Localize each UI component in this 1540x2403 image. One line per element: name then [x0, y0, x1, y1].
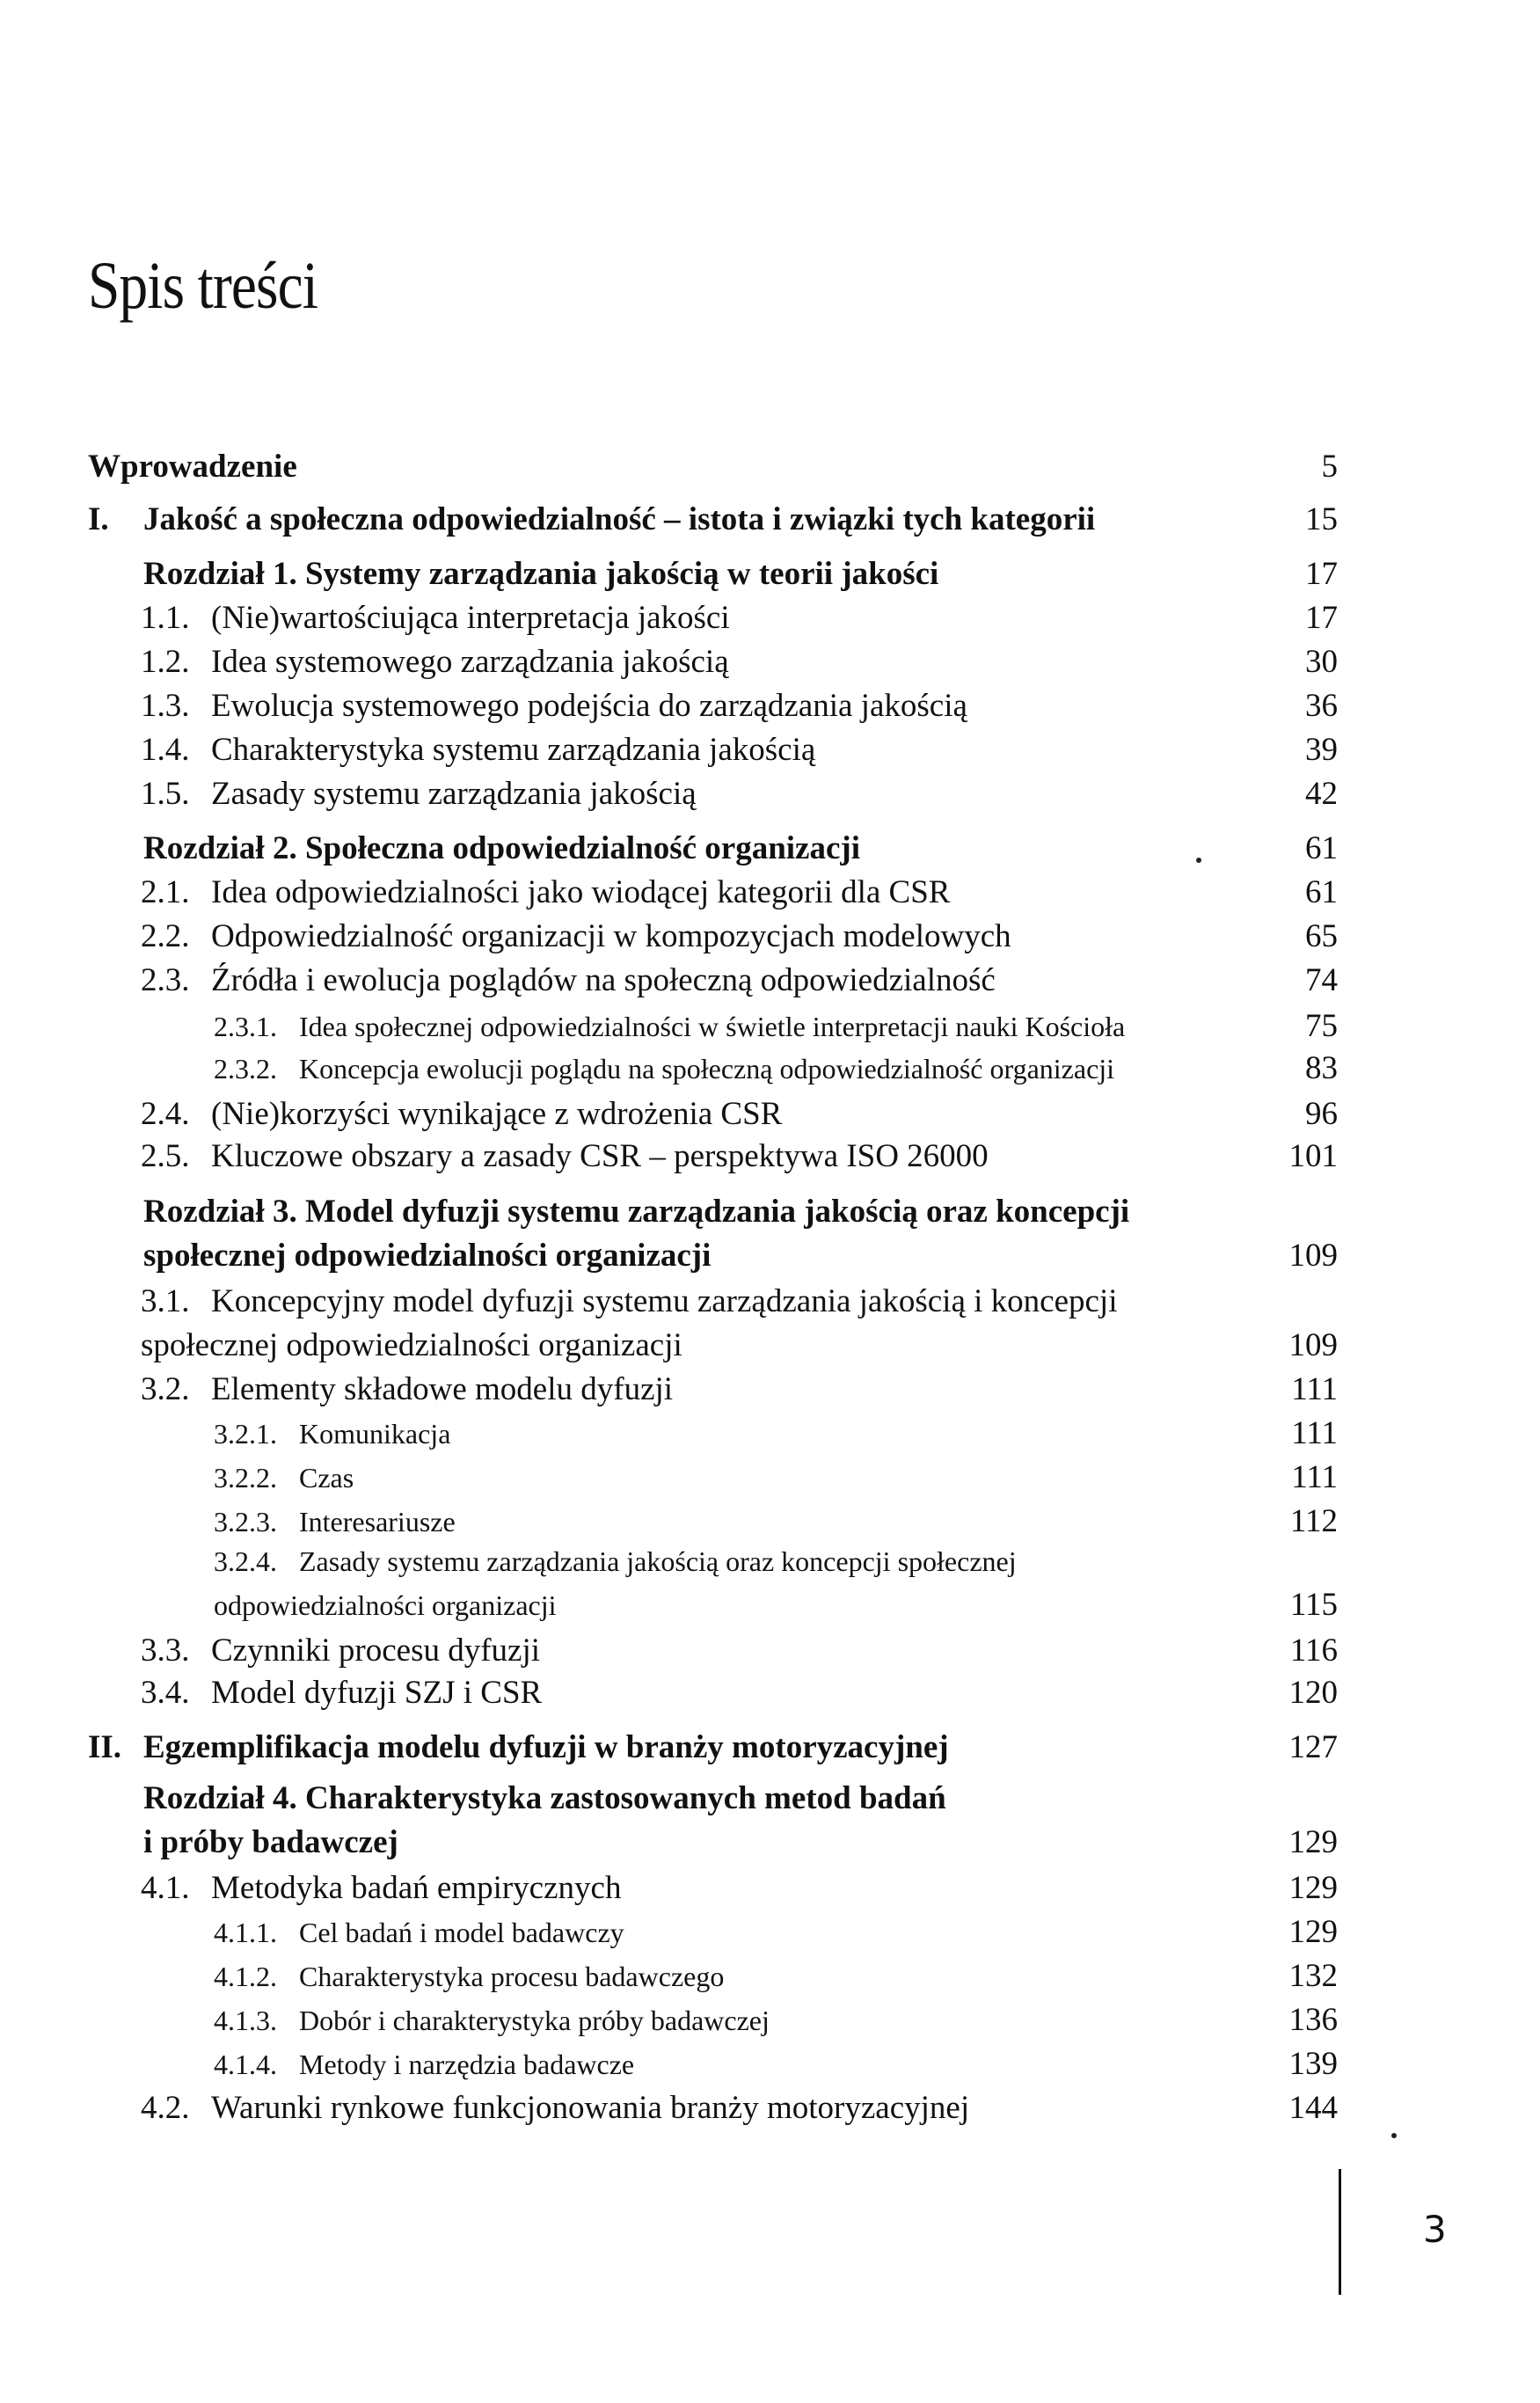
toc-entry-s-3-1[interactable]	[0, 1282, 1540, 1322]
toc-entry-page: 111	[1291, 1371, 1338, 1407]
toc-entry-s-4-1[interactable]	[0, 1868, 1540, 1909]
toc-entry-title: społecznej odpowiedzialności organizacji	[141, 1327, 682, 1363]
toc-entry-number: 2.3.	[141, 962, 190, 998]
toc-entry-number: 3.2.	[141, 1371, 190, 1407]
toc-entry-number: 3.4.	[141, 1675, 190, 1711]
scan-speck	[1196, 858, 1201, 863]
toc-entry-s-4-1-1[interactable]	[0, 1912, 1540, 1953]
toc-entry-number: 3.2.4.	[214, 1545, 277, 1577]
toc-entry-ch-3[interactable]	[0, 1192, 1540, 1232]
toc-entry-s-4-1-4[interactable]	[0, 2044, 1540, 2085]
toc-entry-s-1-1[interactable]	[0, 598, 1540, 639]
toc-entry-page: 15	[1305, 501, 1338, 537]
toc-entry-s-2-3-1[interactable]	[0, 1006, 1540, 1047]
toc-entry-page: 109	[1288, 1238, 1338, 1274]
toc-entry-page: 75	[1305, 1008, 1338, 1044]
toc-entry-ch-4[interactable]	[0, 1779, 1540, 1819]
toc-entry-title: społecznej odpowiedzialności organizacji	[143, 1238, 712, 1274]
toc-entry-number: 2.4.	[141, 1096, 190, 1132]
toc-entry-title: Cel badań i model badawczy	[299, 1917, 624, 1948]
page-title: Spis treści	[88, 249, 318, 323]
toc-entry-ch-2[interactable]	[0, 829, 1540, 869]
scan-speck	[1391, 2133, 1397, 2138]
toc-entry-number: 4.1.	[141, 1870, 190, 1906]
toc-entry-page: 83	[1305, 1050, 1338, 1086]
toc-entry-page: 111	[1291, 1415, 1338, 1451]
toc-entry-title: Charakterystyka procesu badawczego	[299, 1961, 725, 1992]
toc-entry-s-2-3[interactable]	[0, 960, 1540, 1001]
toc-entry-s-3-2-2[interactable]	[0, 1457, 1540, 1498]
toc-entry-number: 2.1.	[141, 874, 190, 910]
toc-entry-title: Komunikacja	[299, 1418, 451, 1450]
toc-entry-title: Rozdział 3. Model dyfuzji systemu zarządzania jakością oraz koncepcji	[143, 1194, 1130, 1230]
toc-entry-page: 5	[1321, 449, 1338, 485]
toc-entry-title: Czynniki procesu dyfuzji	[211, 1632, 541, 1669]
toc-entry-part-1[interactable]	[0, 500, 1540, 540]
toc-entry-page: 129	[1288, 1914, 1338, 1950]
toc-entry-title: Rozdział 1. Systemy zarządzania jakością w teorii jakości	[143, 556, 939, 592]
toc-entry-number: 3.2.3.	[214, 1506, 277, 1537]
toc-entry-s-1-2[interactable]	[0, 642, 1540, 683]
toc-entry-ch-1[interactable]	[0, 554, 1540, 595]
toc-entry-page: 127	[1288, 1729, 1338, 1765]
toc-entry-page: 112	[1289, 1503, 1338, 1539]
toc-entry-title: Odpowiedzialność organizacji w kompozycjach modelowych	[211, 918, 1011, 954]
toc-entry-title: Dobór i charakterystyka próby badawczej	[299, 2005, 770, 2036]
toc-entry-number: 3.3.	[141, 1632, 190, 1669]
toc-entry-s-3-2[interactable]	[0, 1369, 1540, 1410]
toc-entry-s-2-2[interactable]	[0, 917, 1540, 957]
toc-entry-s-3-2-3[interactable]	[0, 1501, 1540, 1542]
toc-entry-title: Idea systemowego zarządzania jakością	[211, 644, 729, 680]
folio-rule	[1339, 2169, 1341, 2295]
toc-entry-ch-3-cont[interactable]	[0, 1236, 1540, 1276]
toc-entry-number: 4.1.4.	[214, 2049, 277, 2080]
toc-entry-page: 132	[1288, 1958, 1338, 1994]
toc-entry-title: Rozdział 2. Społeczna odpowiedzialność organizacji	[143, 830, 860, 866]
toc-entry-title: Egzemplifikacja modelu dyfuzji w branży motoryzacyjnej	[143, 1729, 949, 1765]
toc-entry-number: 1.2.	[141, 644, 190, 680]
toc-entry-page: 129	[1288, 1824, 1338, 1860]
toc-entry-number: 2.3.2.	[214, 1053, 277, 1085]
toc-entry-page: 65	[1305, 918, 1338, 954]
toc-entry-title: Koncepcja ewolucji poglądu na społeczną odpowiedzialność organizacji	[299, 1053, 1115, 1085]
toc-entry-title: Rozdział 4. Charakterystyka zastosowanych metod badań	[143, 1780, 946, 1816]
toc-entry-number: 2.5.	[141, 1138, 190, 1174]
toc-entry-title: (Nie)wartościująca interpretacja jakości	[211, 600, 730, 636]
toc-entry-page: 61	[1305, 874, 1338, 910]
toc-entry-page: 139	[1288, 2046, 1338, 2082]
toc-entry-s-1-5[interactable]	[0, 774, 1540, 814]
toc-entry-page: 111	[1291, 1459, 1338, 1495]
toc-entry-number: 3.1.	[141, 1283, 190, 1319]
toc-entry-part-2[interactable]	[0, 1727, 1540, 1768]
toc-entry-s-1-4[interactable]	[0, 730, 1540, 771]
toc-entry-title: Model dyfuzji SZJ i CSR	[211, 1675, 543, 1711]
toc-entry-title: Wprowadzenie	[88, 449, 297, 485]
toc-entry-wprowadzenie[interactable]	[0, 447, 1540, 487]
toc-entry-title: Kluczowe obszary a zasady CSR – perspektywa ISO 26000	[211, 1138, 989, 1174]
toc-entry-title: Zasady systemu zarządzania jakością oraz koncepcji społecznej	[299, 1545, 1017, 1577]
toc-entry-page: 61	[1305, 830, 1338, 866]
toc-entry-title: Idea społecznej odpowiedzialności w świetle interpretacji nauki Kościoła	[299, 1011, 1126, 1042]
toc-entry-title: Charakterystyka systemu zarządzania jakością	[211, 732, 816, 768]
toc-entry-page: 144	[1288, 2090, 1338, 2126]
toc-entry-number: 3.2.1.	[214, 1418, 277, 1450]
toc-entry-s-2-1[interactable]	[0, 873, 1540, 913]
toc-entry-title: (Nie)korzyści wynikające z wdrożenia CSR	[211, 1096, 783, 1132]
toc-entry-s-2-5[interactable]	[0, 1136, 1540, 1177]
toc-entry-page: 109	[1288, 1327, 1338, 1363]
toc-entry-number: 3.2.2.	[214, 1462, 277, 1494]
toc-entry-title: odpowiedzialności organizacji	[214, 1589, 557, 1621]
toc-entry-s-3-4[interactable]	[0, 1673, 1540, 1713]
toc-entry-number: 1.4.	[141, 732, 190, 768]
toc-entry-title: Jakość a społeczna odpowiedzialność – istota i związki tych kategorii	[143, 501, 1096, 537]
toc-entry-page: 74	[1305, 962, 1338, 998]
toc-entry-title: Warunki rynkowe funkcjonowania branży motoryzacyjnej	[211, 2090, 970, 2126]
toc-entry-page: 129	[1288, 1870, 1338, 1906]
toc-entry-page: 17	[1305, 556, 1338, 592]
toc-entry-page: 136	[1288, 2002, 1338, 2038]
toc-entry-number: 4.1.3.	[214, 2005, 277, 2036]
toc-entry-title: Ewolucja systemowego podejścia do zarządzania jakością	[211, 688, 967, 724]
toc-entry-title: Interesariusze	[299, 1506, 456, 1537]
toc-entry-number: 4.1.2.	[214, 1961, 277, 1992]
toc-entry-s-3-2-4[interactable]	[0, 1541, 1540, 1581]
toc-entry-page: 42	[1305, 776, 1338, 812]
toc-entry-s-1-3[interactable]	[0, 686, 1540, 727]
page-number: 3	[1423, 2208, 1447, 2251]
toc-entry-number: I.	[88, 501, 109, 537]
toc-entry-s-4-1-3[interactable]	[0, 2000, 1540, 2041]
toc-entry-number: 4.2.	[141, 2090, 190, 2126]
toc-entry-title: Źródła i ewolucja poglądów na społeczną odpowiedzialność	[211, 962, 996, 998]
toc-entry-title: Metodyka badań empirycznych	[211, 1870, 622, 1906]
toc-entry-s-2-4[interactable]	[0, 1094, 1540, 1135]
toc-entry-page: 39	[1305, 732, 1338, 768]
toc-entry-s-3-1-cont[interactable]	[0, 1326, 1540, 1366]
toc-entry-number: 4.1.1.	[214, 1917, 277, 1948]
toc-entry-title: i próby badawczej	[143, 1824, 398, 1860]
toc-entry-s-2-3-2[interactable]	[0, 1048, 1540, 1089]
toc-entry-s-3-2-1[interactable]	[0, 1413, 1540, 1454]
toc-entry-number: 1.1.	[141, 600, 190, 636]
toc-entry-number: II.	[88, 1729, 122, 1765]
toc-entry-s-3-3[interactable]	[0, 1631, 1540, 1671]
toc-entry-title: Zasady systemu zarządzania jakością	[211, 776, 697, 812]
toc-entry-page: 116	[1289, 1632, 1338, 1669]
toc-entry-s-3-2-4-cont[interactable]	[0, 1585, 1540, 1625]
toc-entry-page: 101	[1288, 1138, 1338, 1174]
toc-entry-title: Elementy składowe modelu dyfuzji	[211, 1371, 674, 1407]
toc-entry-title: Koncepcyjny model dyfuzji systemu zarządzania jakością i koncepcji	[211, 1283, 1118, 1319]
toc-entry-title: Czas	[299, 1462, 354, 1494]
toc-entry-page: 30	[1305, 644, 1338, 680]
toc-entry-page: 36	[1305, 688, 1338, 724]
toc-entry-number: 1.3.	[141, 688, 190, 724]
toc-entry-ch-4-cont[interactable]	[0, 1822, 1540, 1863]
toc-entry-s-4-2[interactable]	[0, 2088, 1540, 2129]
toc-entry-title: Metody i narzędzia badawcze	[299, 2049, 635, 2080]
toc-entry-number: 1.5.	[141, 776, 190, 812]
toc-entry-page: 96	[1305, 1096, 1338, 1132]
toc-entry-s-4-1-2[interactable]	[0, 1956, 1540, 1997]
toc-entry-page: 115	[1289, 1587, 1338, 1623]
toc-entry-title: Idea odpowiedzialności jako wiodącej kategorii dla CSR	[211, 874, 951, 910]
toc-entry-page: 17	[1305, 600, 1338, 636]
toc-entry-number: 2.3.1.	[214, 1011, 277, 1042]
toc-entry-page: 120	[1288, 1675, 1338, 1711]
toc-entry-number: 2.2.	[141, 918, 190, 954]
